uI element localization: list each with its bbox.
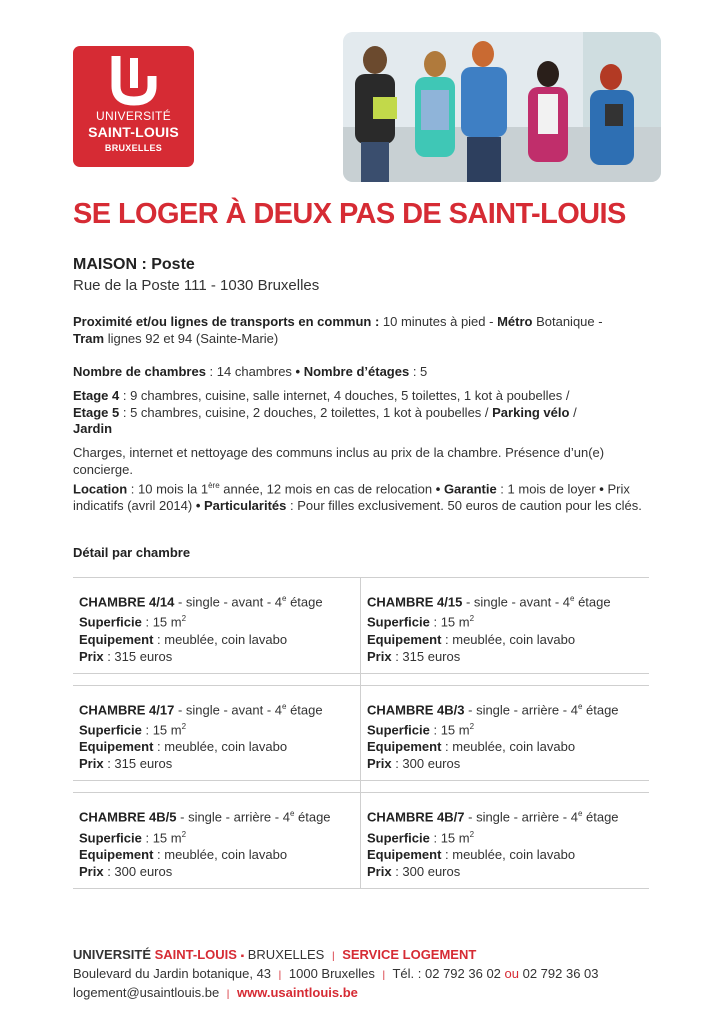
area-label: Superficie — [79, 829, 142, 845]
footer — [73, 946, 599, 1003]
logo-line-3: BRUXELLES — [104, 143, 163, 153]
room-desc: - single - arrière - 4 — [464, 809, 578, 825]
footer-line-1 — [73, 946, 599, 965]
room-cell — [361, 578, 649, 673]
footer-separator: | — [226, 989, 230, 1000]
equip-label: Equipement — [367, 846, 442, 862]
room-desc-sup: e — [282, 701, 287, 711]
room-cell — [73, 686, 361, 781]
price-value: : 315 euros — [391, 648, 461, 664]
area-label: Superficie — [79, 614, 142, 630]
logo-line-2: SAINT-LOUIS — [88, 124, 179, 140]
tram-label: Tram — [73, 330, 105, 346]
garden-label: Jardin — [73, 421, 113, 436]
particular-label: Particularités — [200, 497, 287, 513]
footer-saint-louis: SAINT-LOUIS — [154, 947, 237, 962]
footer-separator: | — [331, 951, 335, 962]
room-desc-tail: étage — [574, 594, 611, 610]
transport-walk: 10 minutes à pied - — [379, 314, 498, 329]
rooms-count-value: : 14 chambres — [205, 364, 296, 379]
area-sup: 2 — [469, 721, 475, 731]
bullet: • — [435, 481, 441, 497]
footer-service: SERVICE LOGEMENT — [338, 947, 477, 962]
house-name: MAISON : Poste — [73, 256, 195, 273]
detail-heading: Détail par chambre — [73, 545, 191, 560]
room-desc: - single - arrière - 4 — [176, 809, 290, 825]
floor-5-label: Etage 5 — [73, 404, 120, 420]
area-sup: 2 — [469, 829, 475, 839]
footer-or: ou — [504, 966, 523, 981]
area-label: Superficie — [367, 829, 430, 845]
footer-email[interactable]: logement@usaintlouis.be — [73, 985, 223, 1000]
room-desc-sup: e — [577, 809, 583, 819]
price-value: : 300 euros — [391, 756, 461, 772]
room-desc-tail: étage — [294, 809, 331, 825]
charges-info — [73, 445, 653, 514]
prix-indicatifs: Prix indicatifs (avril 2014) — [73, 481, 630, 513]
rooms-info — [73, 364, 653, 381]
bullet: • — [599, 481, 604, 497]
equip-label: Equipement — [367, 739, 442, 755]
location-sup: ère — [208, 481, 220, 490]
price-label: Prix — [367, 863, 392, 879]
room-cell — [73, 578, 361, 673]
floors-info — [73, 388, 653, 438]
area-value: : 15 m — [141, 722, 182, 738]
charges-text: Charges, internet et nettoyage des communs inclus au prix de la chambre. Présence d’un(e) concierge. — [73, 445, 605, 477]
floors-count-value: : 5 — [409, 364, 428, 379]
room-name: CHAMBRE 4/15 — [367, 594, 463, 610]
area-sup: 2 — [181, 614, 187, 624]
transport-label: Proximité et/ou lignes de transports en commun : — [73, 314, 380, 329]
bullet: • — [295, 364, 301, 379]
rooms-count-label: Nombre de chambres — [73, 364, 206, 379]
area-value: : 15 m — [141, 829, 182, 845]
room-name: CHAMBRE 4B/5 — [79, 809, 177, 825]
room-desc-tail: étage — [582, 701, 619, 717]
footer-phone: Tél. : 02 792 36 02 — [389, 966, 505, 981]
equip-value: : meublée, coin lavabo — [153, 846, 288, 862]
room-desc: - single - avant - 4 — [174, 701, 283, 717]
guarantee-label: Garantie — [440, 481, 497, 497]
parking-tail: / — [569, 404, 577, 420]
location-pre: : 10 mois la 1 — [127, 481, 209, 497]
area-label: Superficie — [367, 614, 430, 630]
price-label: Prix — [79, 648, 104, 664]
footer-separator: | — [278, 970, 282, 981]
equip-label: Equipement — [79, 631, 154, 647]
price-value: : 300 euros — [103, 863, 173, 879]
students-photo — [343, 32, 661, 182]
area-label: Superficie — [367, 722, 430, 738]
footer-line-2 — [73, 965, 599, 984]
room-cell — [361, 686, 649, 781]
location-post: année, 12 mois en cas de relocation — [219, 481, 436, 497]
equip-value: : meublée, coin lavabo — [153, 631, 288, 647]
footer-bruxelles: BRUXELLES — [244, 947, 328, 962]
particular-value: : Pour filles exclusivement. 50 euros de caution pour les clés. — [286, 497, 642, 513]
metro-label: Métro — [497, 314, 533, 329]
footer-city: 1000 Bruxelles — [285, 966, 379, 981]
area-value: : 15 m — [429, 614, 470, 630]
room-desc-tail: étage — [286, 594, 323, 610]
equip-value: : meublée, coin lavabo — [441, 739, 576, 755]
footer-square: ▪ — [240, 951, 245, 962]
room-name: CHAMBRE 4B/3 — [367, 701, 465, 717]
area-label: Superficie — [79, 722, 142, 738]
floor-4-value: : 9 chambres, cuisine, salle internet, 4 douches, 5 toilettes, 1 kot à poubelles / — [119, 388, 570, 403]
price-label: Prix — [367, 756, 392, 772]
university-logo — [73, 46, 194, 167]
students-illustration — [343, 32, 661, 182]
price-value: : 315 euros — [103, 756, 173, 772]
table-row — [73, 686, 649, 781]
room-cell — [361, 793, 649, 888]
room-cell — [73, 793, 361, 888]
floors-count-label: Nombre d’étages — [300, 364, 410, 379]
rooms-table — [73, 577, 649, 889]
footer-address: Boulevard du Jardin botanique, 43 — [73, 966, 275, 981]
metro-value: Botanique - — [532, 314, 603, 329]
price-label: Prix — [367, 648, 392, 664]
tram-value: lignes 92 et 94 (Sainte-Marie) — [104, 330, 279, 346]
area-value: : 15 m — [429, 722, 470, 738]
area-value: : 15 m — [141, 614, 182, 630]
area-sup: 2 — [181, 721, 187, 731]
price-label: Prix — [79, 863, 104, 879]
footer-separator: | — [382, 970, 386, 981]
area-sup: 2 — [469, 614, 475, 624]
location-label: Location — [73, 481, 128, 497]
room-desc-sup: e — [289, 809, 295, 819]
price-value: : 300 euros — [391, 863, 461, 879]
room-desc-tail: étage — [582, 809, 619, 825]
price-value: : 315 euros — [103, 648, 173, 664]
room-desc: - single - avant - 4 — [462, 594, 571, 610]
footer-phone-2: 02 792 36 03 — [522, 966, 599, 981]
equip-value: : meublée, coin lavabo — [441, 846, 576, 862]
floor-4-label: Etage 4 — [73, 388, 120, 403]
footer-website-link[interactable]: www.usaintlouis.be — [233, 985, 358, 1000]
logo-line-1: UNIVERSITÉ — [95, 109, 171, 123]
equip-label: Equipement — [367, 631, 442, 647]
page-title: SE LOGER À DEUX PAS DE SAINT-LOUIS — [73, 198, 626, 230]
floor-5-value: : 5 chambres, cuisine, 2 douches, 2 toilettes, 1 kot à poubelles / — [119, 404, 493, 420]
price-label: Prix — [79, 756, 104, 772]
area-sup: 2 — [181, 829, 187, 839]
equip-label: Equipement — [79, 846, 154, 862]
guarantee-value: : 1 mois de loyer — [496, 481, 600, 497]
table-row — [73, 793, 649, 888]
room-name: CHAMBRE 4/17 — [79, 701, 175, 717]
house-address: Rue de la Poste 111 - 1030 Bruxelles — [73, 277, 320, 294]
transport-info — [73, 314, 653, 347]
footer-line-3 — [73, 984, 599, 1003]
room-desc-sup: e — [577, 701, 583, 711]
room-desc: - single - arrière - 4 — [464, 701, 578, 717]
table-row — [73, 578, 649, 673]
room-name: CHAMBRE 4/14 — [79, 594, 175, 610]
parking-label: Parking vélo — [492, 404, 570, 420]
room-name: CHAMBRE 4B/7 — [367, 809, 465, 825]
equip-value: : meublée, coin lavabo — [441, 631, 576, 647]
university-u-icon — [104, 54, 164, 106]
footer-univ: UNIVERSITÉ — [73, 947, 155, 962]
room-desc-sup: e — [570, 594, 575, 603]
room-desc-sup: e — [282, 594, 287, 603]
room-desc: - single - avant - 4 — [174, 594, 283, 610]
equip-value: : meublée, coin lavabo — [153, 739, 288, 755]
bullet: • — [195, 497, 201, 513]
area-value: : 15 m — [429, 829, 470, 845]
equip-label: Equipement — [79, 739, 154, 755]
room-desc-tail: étage — [286, 701, 323, 717]
